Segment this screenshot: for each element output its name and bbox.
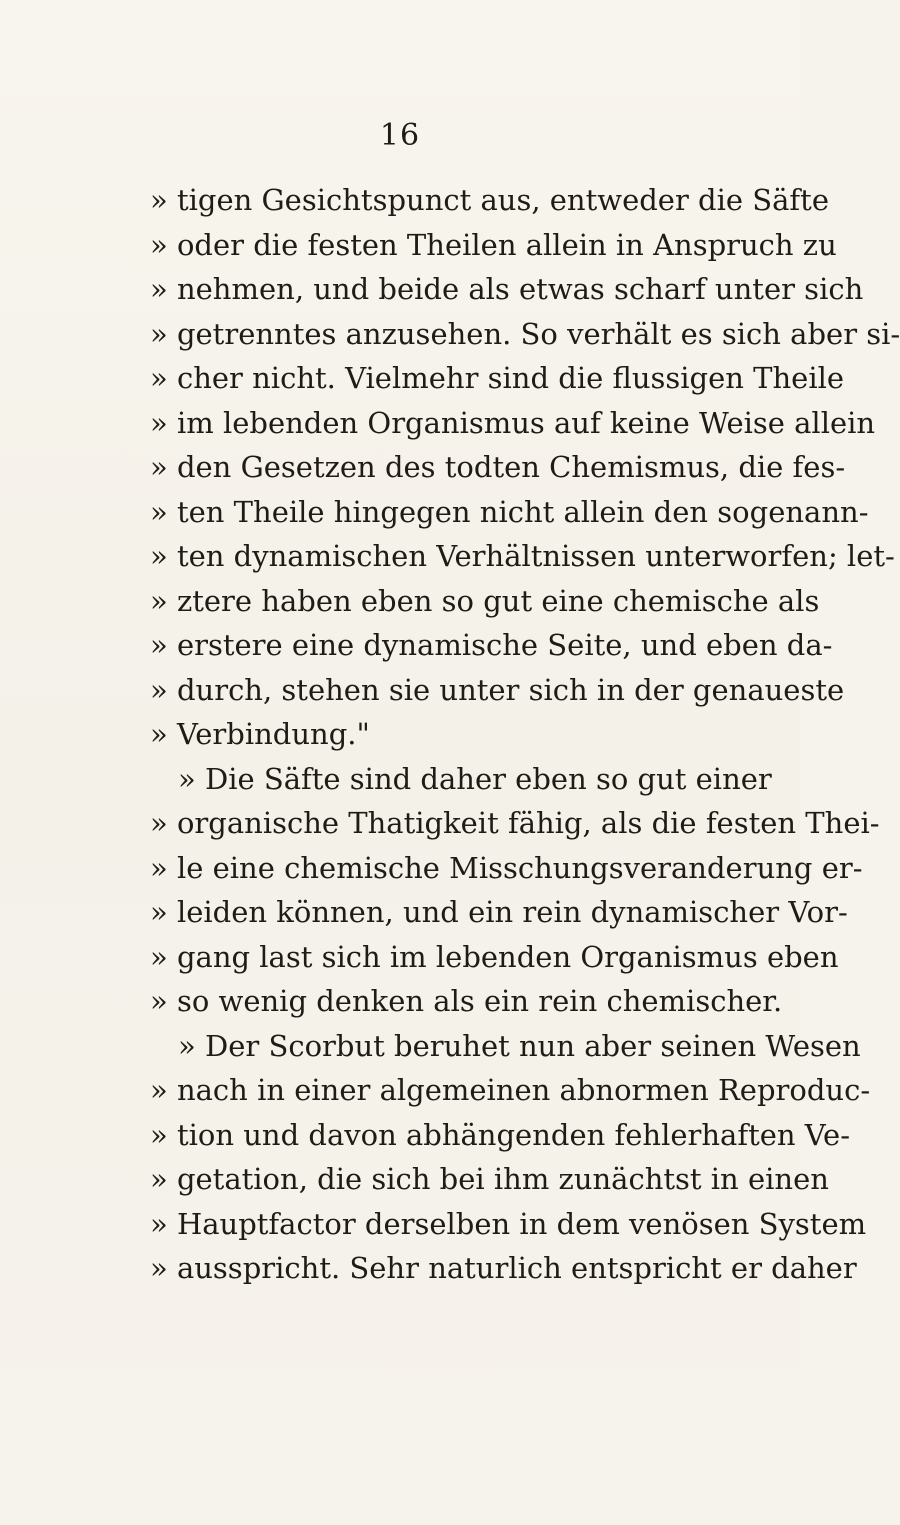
text-line: » so wenig denken als ein rein chemischer. <box>150 984 783 1018</box>
text-line: » tion und davon abhängenden fehlerhaften Ve- <box>150 1117 851 1152</box>
text-line: » gang last sich im lebenden Organismus eben <box>150 939 839 974</box>
text-line: » nach in einer algemeinen abnormen Reproduc- <box>150 1073 871 1107</box>
text-line: » ztere haben eben so gut eine chemische als <box>150 583 820 618</box>
text-line: » oder die festen Theilen allein in Anspruch zu <box>150 227 837 262</box>
text-line: » le eine chemische Misschungsveranderung er- <box>150 850 863 885</box>
text-line: » Hauptfactor derselben in dem venösen System <box>150 1206 867 1241</box>
text-line: » ausspricht. Sehr naturlich entspricht er daher <box>150 1251 857 1285</box>
text-line: » leiden können, und ein rein dynamischer Vor- <box>150 895 848 929</box>
page-number: 16 <box>379 118 421 153</box>
text-line: » tigen Gesichtspunct aus, entweder die Säfte <box>150 183 829 217</box>
text-line: » nehmen, und beide als etwas scharf unter sich <box>150 272 864 306</box>
text-line: » Der Scorbut beruhet nun aber seinen Wesen <box>178 1028 861 1063</box>
text-line: » organische Thatigkeit fähig, als die festen Thei- <box>150 806 880 840</box>
text-line: » durch, stehen sie unter sich in der genaueste <box>150 672 845 707</box>
body-text <box>150 178 900 1291</box>
text-line: » den Gesetzen des todten Chemismus, die fes- <box>150 450 846 484</box>
text-line: » im lebenden Organismus auf keine Weise allein <box>150 405 876 440</box>
text-line: » Die Säfte sind daher eben so gut einer <box>178 761 772 796</box>
text-line: » getation, die sich bei ihm zunächtst in einen <box>150 1162 829 1196</box>
text-line: » ten Theile hingegen nicht allein den sogenann- <box>150 494 869 529</box>
text-line: » cher nicht. Vielmehr sind die flussigen Theile <box>150 361 845 395</box>
text-line: » ten dynamischen Verhältnissen unterworfen; let- <box>150 539 895 573</box>
text-line: » erstere eine dynamische Seite, und eben da- <box>150 628 833 662</box>
text-line: » getrenntes anzusehen. So verhält es sich aber si- <box>150 316 900 351</box>
text-line: » Verbindung." <box>150 717 370 751</box>
